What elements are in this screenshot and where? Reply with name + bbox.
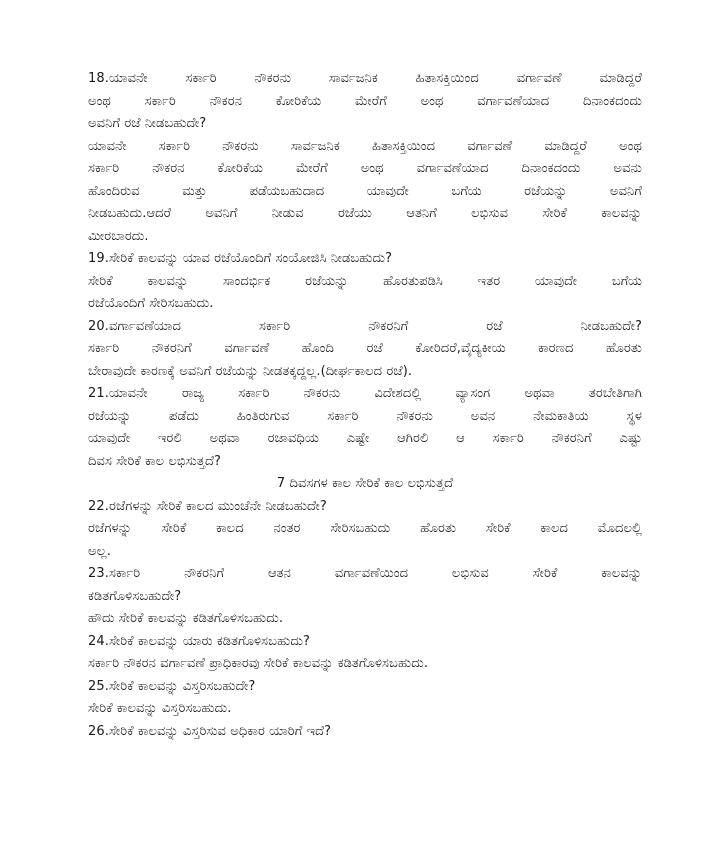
- document-page: [88, 70, 642, 745]
- answer-21: [88, 475, 642, 498]
- text-line: 7 ದಿವಸಗಳ ಕಾಲ ಸೇರಿಕೆ ಕಾಲ ಲಭಿಸುತ್ತದೆ: [276, 476, 454, 491]
- text-line: ಸೇರಿಕೆ ಕಾಲವನ್ನು ವಿಸ್ತರಿಸಬಹುದು.: [88, 701, 232, 716]
- text-line: ಬೇರಾವುದೇ ಕಾರಣಕ್ಕೆ ಅವನಿಗೆ ರಜೆಯನ್ನು ನೀಡತಕ್ಕದ್ದಲ್ಲ.(ದೀರ್ಘಕಾಲದ ರಜೆ).: [88, 363, 413, 379]
- text-line: ಸರ್ಕಾರಿ ನೌಕರನ ವರ್ಗಾವಣೆ ಪ್ರಾಧಿಕಾರವು ಸೇರಿಕೆ ಕಾಲವನ್ನು ಕಡಿತಗೊಳಿಸಬಹುದು.: [88, 656, 429, 671]
- question-25: [88, 678, 642, 701]
- text-line: ಹೊಂದಿರುವ ಮತ್ತು ಪಡೆಯಬಹುದಾದ ಯಾವುದೇ ಬಗೆಯ ರಜೆಯನ್ನು ಅವನಿಗೆ: [88, 183, 642, 199]
- answer-19: [88, 273, 642, 318]
- text-line: 26.ಸೇರಿಕೆ ಕಾಲವನ್ನು ವಿಸ್ತರಿಸುವ ಅಧಿಕಾರ ಯಾರಿಗೆ ಇದೆ?: [88, 723, 332, 739]
- text-line: ಸರ್ಕಾರಿ ನೌಕರನಿಗೆ ವರ್ಗಾವಣೆ ಹೊಂದಿ ರಜೆ ಕೋರಿದರೆ,ವೈದ್ಯಕೀಯ ಕಾರಣದ ಹೊರತು: [88, 341, 642, 356]
- question-23: [88, 565, 642, 610]
- question-21: [88, 385, 642, 475]
- answer-18: [88, 138, 642, 251]
- text-line: ಸರ್ಕಾರಿ ನೌಕರನ ಕೋರಿಕೆಯ ಮೇರೆಗೆ ಅಂಥ ವರ್ಗಾವಣೆಯಾದ ದಿನಾಂಕದಂದು ಅವನು: [88, 161, 642, 176]
- answer-22: [88, 520, 642, 565]
- text-line: ಕಡಿತಗೊಳಿಸಬಹುದೇ?: [88, 588, 182, 604]
- text-line: 25.ಸೇರಿಕೆ ಕಾಲವನ್ನು ವಿಸ್ತರಿಸಬಹುದೇ?: [88, 678, 256, 694]
- answer-23: [88, 610, 642, 633]
- text-line: 23.ಸರ್ಕಾರಿ ನೌಕರನಿಗೆ ಆತನ ವರ್ಗಾವಣೆಯಿಂದ ಲಭಿಸುವ ಸೇರಿಕೆ ಕಾಲವನ್ನು: [88, 566, 642, 581]
- question-24: [88, 633, 642, 656]
- text-line: ಅಲ್ಲ.: [88, 543, 111, 559]
- answer-25: [88, 700, 642, 723]
- text-line: ಅವನಿಗೆ ರಜೆ ನೀಡಬಹುದೇ?: [88, 116, 207, 131]
- text-line: ಸೇರಿಕೆ ಕಾಲವನ್ನು ಸಾಂದರ್ಭಿಕ ರಜೆಯನ್ನು ಹೊರತುಪಡಿಸಿ ಇತರ ಯಾವುದೇ ಬಗೆಯ: [88, 273, 642, 289]
- text-line: ರಜೆಯೊಂದಿಗೆ ಸೇರಿಸಬಹುದು.: [88, 296, 214, 311]
- answer-20: [88, 340, 642, 385]
- text-line: ಯಾವನೇ ಸರ್ಕಾರಿ ನೌಕರನು ಸಾರ್ವಜನಿಕ ಹಿತಾಸಕ್ತಿಯಿಂದ ವರ್ಗಾವಣೆ ಮಾಡಿದ್ದರೆ ಅಂಥ: [88, 138, 642, 154]
- text-line: ಅಂಥ ಸರ್ಕಾರಿ ನೌಕರನ ಕೋರಿಕೆಯ ಮೇರೆಗೆ ಅಂಥ ವರ್ಗಾವಣೆಯಾದ ದಿನಾಂಕದಂದು: [88, 93, 642, 109]
- text-line: 18.ಯಾವನೇ ಸರ್ಕಾರಿ ನೌಕರನು ಸಾರ್ವಜನಿಕ ಹಿತಾಸಕ್ತಿಯಿಂದ ವರ್ಗಾವಣೆ ಮಾಡಿದ್ದರೆ: [88, 71, 642, 86]
- text-line: 19.ಸೇರಿಕೆ ಕಾಲವನ್ನು ಯಾವ ರಜೆಯೊಂದಿಗೆ ಸಂಯೋಜಿಸಿ ನೀಡಬಹುದು?: [88, 251, 393, 266]
- text-line: ರಜೆಯನ್ನು ಪಡೆದು ಹಿಂತಿರುಗುವ ಸರ್ಕಾರಿ ನೌಕರನು ಅವನ ನೇಮಕಾತಿಯ ಸ್ಥಳ: [88, 408, 642, 424]
- answer-24: [88, 655, 642, 678]
- text-line: ನೀಡಬಹುದು.ಆದರೆ ಅವನಿಗೆ ನೀಡುವ ರಜೆಯು ಆತನಿಗೆ ಲಭಿಸುವ ಸೇರಿಕೆ ಕಾಲವನ್ನು: [88, 206, 642, 221]
- text-line: ರಜೆಗಳನ್ನು ಸೇರಿಕೆ ಕಾಲದ ನಂತರ ಸೇರಿಸಬಹುದು ಹೊರತು ಸೇರಿಕೆ ಕಾಲದ ಮೊದಲಲ್ಲಿ: [88, 521, 642, 536]
- text-line: ದಿವಸ ಸೇರಿಕೆ ಕಾಲ ಲಭಿಸುತ್ತದೆ?: [88, 453, 222, 469]
- question-19: [88, 250, 642, 273]
- question-22: [88, 498, 642, 521]
- text-line: 22.ರಜೆಗಳನ್ನು ಸೇರಿಕೆ ಕಾಲದ ಮುಂಚೆನೇ ನೀಡಬಹುದೇ?: [88, 498, 327, 514]
- text-line: ಹೌದು ಸೇರಿಕೆ ಕಾಲವನ್ನು ಕಡಿತಗೊಳಿಸಬಹುದು.: [88, 611, 284, 626]
- text-line: ಮೀರಬಾರದು.: [88, 228, 149, 244]
- text-line: 20.ವರ್ಗಾವಣೆಯಾದ ಸರ್ಕಾರಿ ನೌಕರನಿಗೆ ರಜೆ ನೀಡಬಹುದೇ?: [88, 318, 642, 334]
- question-26: [88, 723, 642, 746]
- text-line: ಯಾವುದೇ ಇರಲಿ ಅಥವಾ ರಜಾವಧಿಯ ಎಷ್ಟೇ ಆಗಿರಲಿ ಆ ಸರ್ಕಾರಿ ನೌಕರನಿಗೆ ಎಷ್ಟು: [88, 431, 642, 446]
- question-18: [88, 70, 642, 138]
- text-line: 21.ಯಾವನೇ ರಾಜ್ಯ ಸರ್ಕಾರಿ ನೌಕರನು ವಿದೇಶದಲ್ಲಿ ವ್ಯಾಸಂಗ ಅಥವಾ ತರಬೇತಿಗಾಗಿ: [88, 386, 642, 401]
- question-20: [88, 318, 642, 341]
- text-line: 24.ಸೇರಿಕೆ ಕಾಲವನ್ನು ಯಾರು ಕಡಿತಗೊಳಿಸಬಹುದು?: [88, 633, 310, 649]
